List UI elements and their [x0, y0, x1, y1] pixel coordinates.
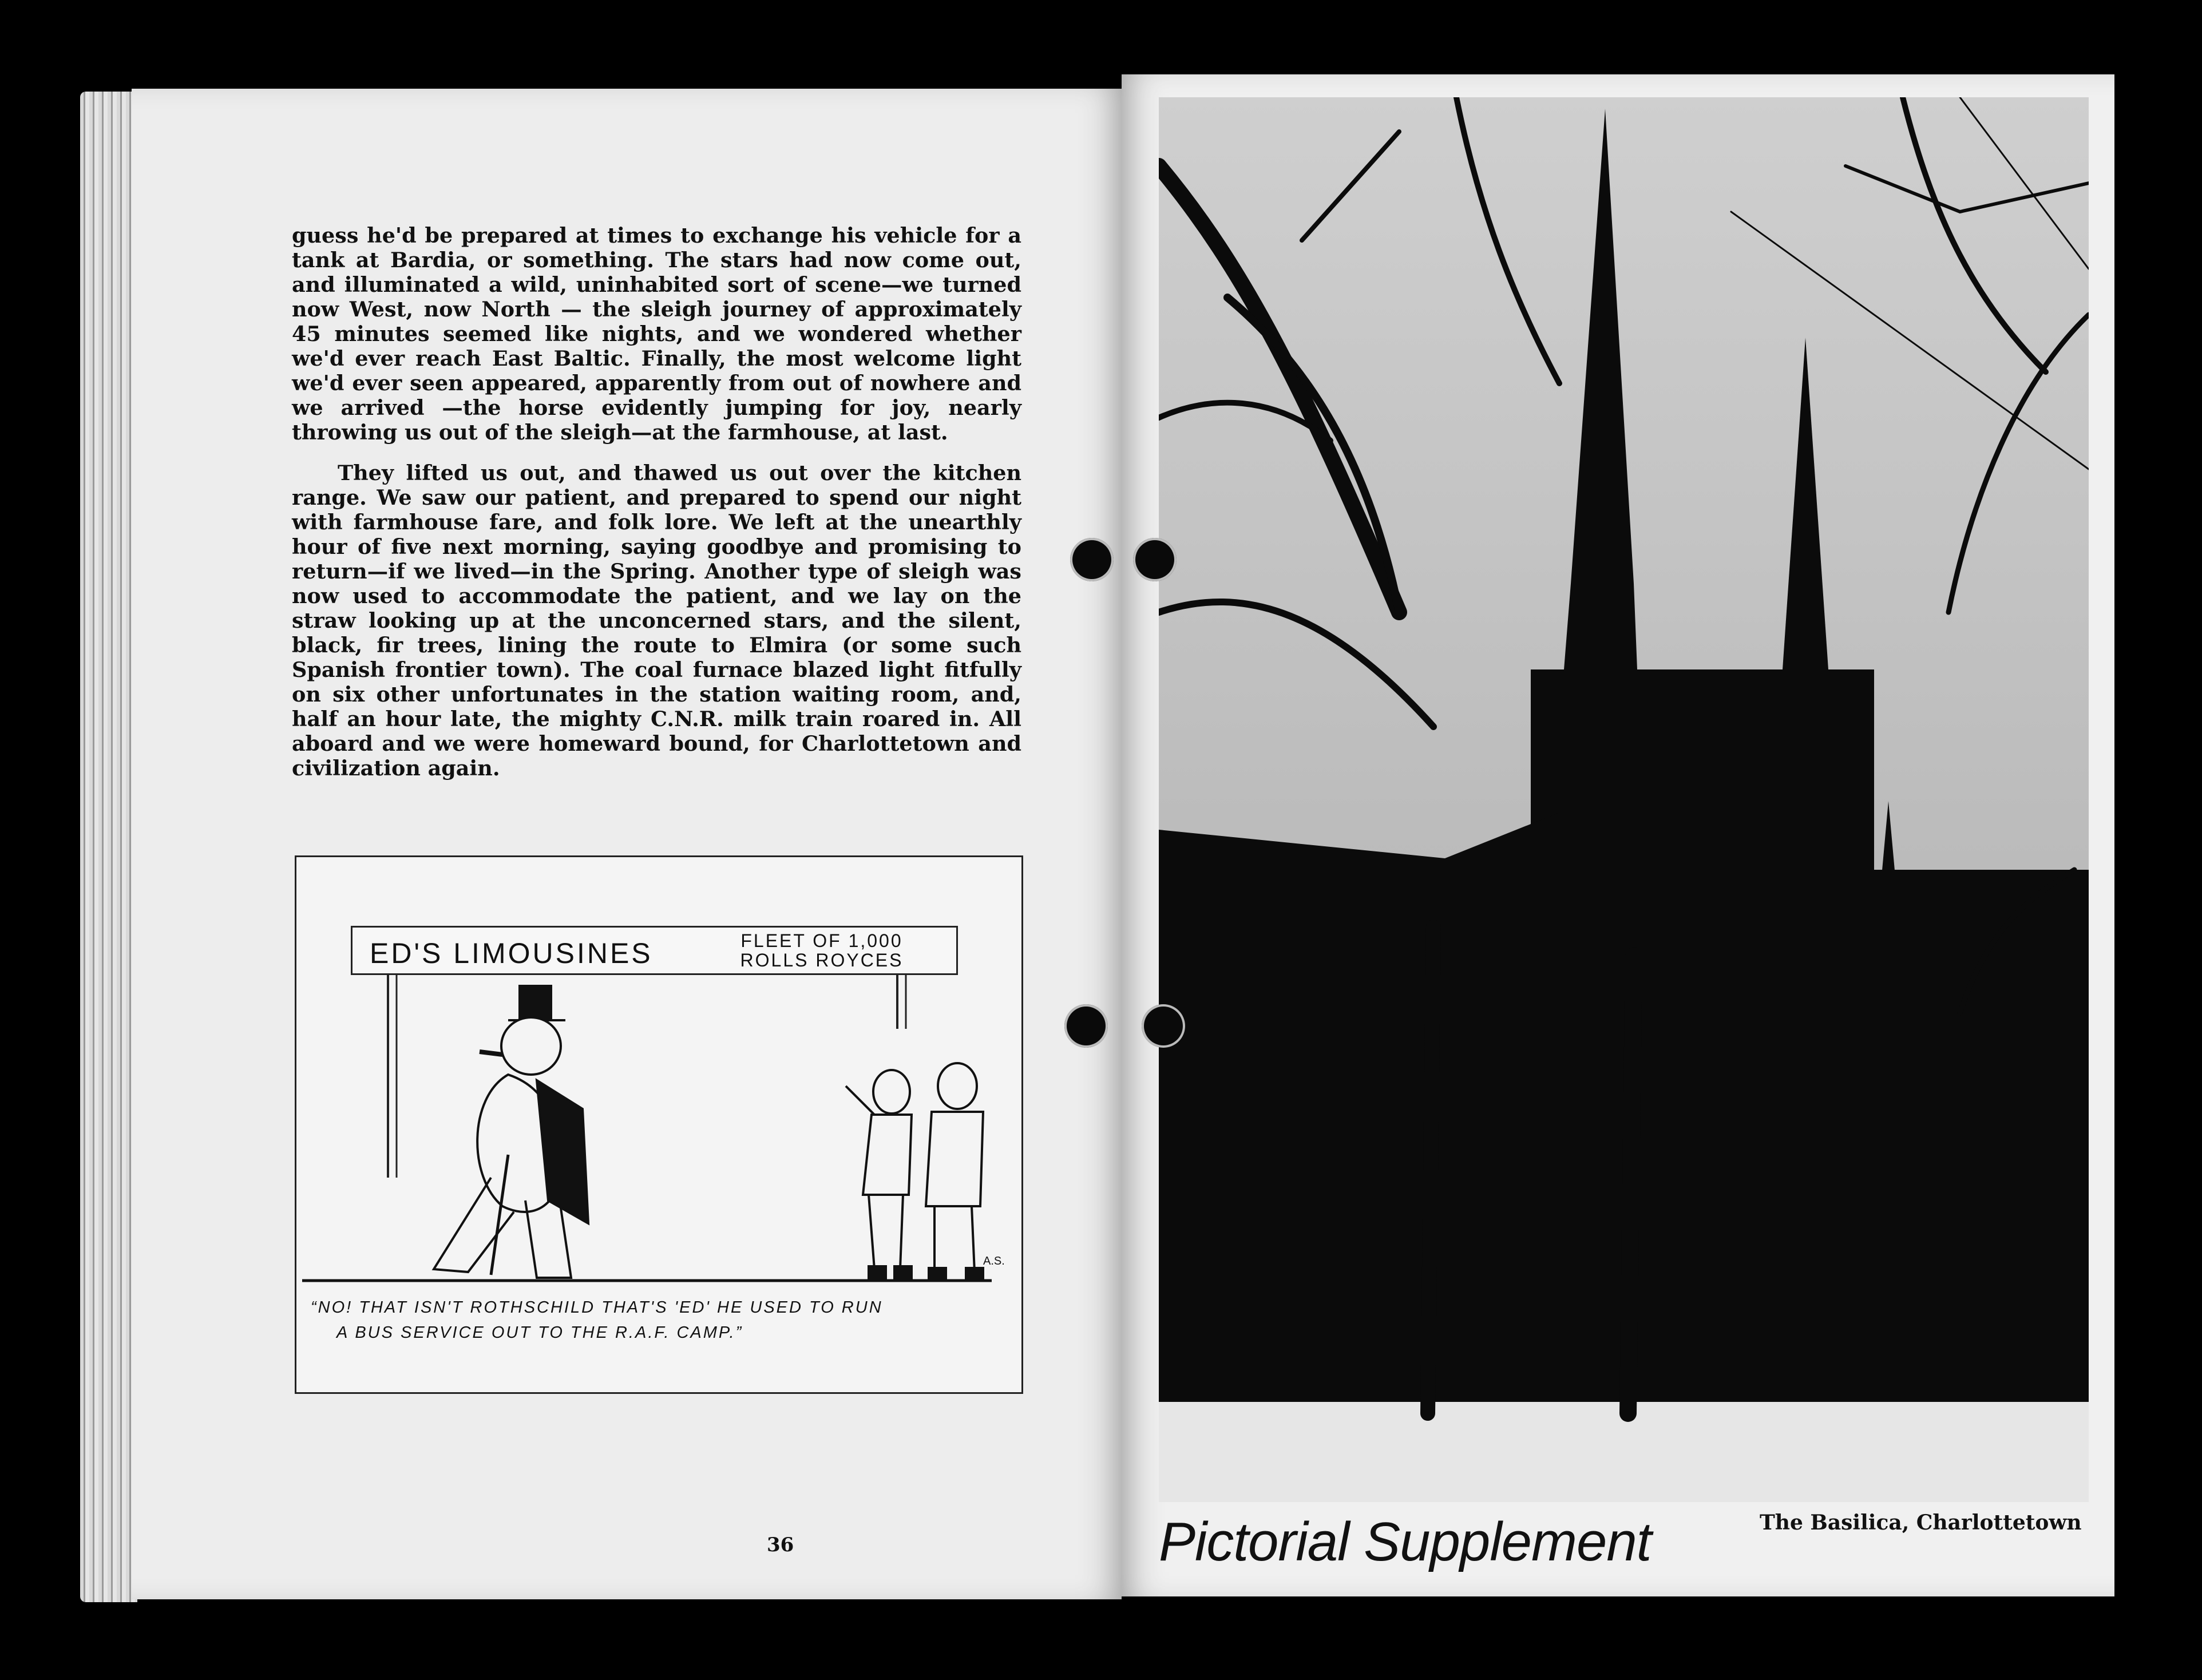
page-number: 36	[767, 1534, 794, 1556]
section-title: Pictorial Supplement	[1159, 1511, 1652, 1572]
basilica-photo	[1159, 97, 2089, 1502]
artist-signature: A.S.	[983, 1255, 1005, 1267]
basilica-photo-drawing	[1159, 97, 2089, 1502]
page-edges	[80, 92, 137, 1602]
rich-man-figure	[434, 986, 588, 1278]
cartoon-caption-line-1: “NO! THAT ISN'T ROTHSCHILD THAT'S 'ED' HE USED TO RUN	[311, 1298, 883, 1317]
binder-hole	[1133, 538, 1177, 581]
paragraph-2: They lifted us out, and thawed us out over the kitchen range. We saw our patient, and prepared to spend our night with farmhouse fare, and folk lore. We left at the unearthly hour of five next morning, saying goodbye and promising to return—if we lived—in the Spring. Another type of sleigh was now used to accommodate the patient, and we lay on the straw looking up at the unconcerned stars, and the silent, black, fir trees, lining the route to Elmira (or some such Spanish frontier town). The coal furnace blazed light fitfully on six other unfortunates in the station waiting room, and, half an hour late, the mighty C.N.R. milk train roared in. All aboard and we were homeward bound, for Charlottetown and civilization again.	[292, 461, 1021, 780]
left-page	[132, 89, 1122, 1599]
cartoon-illustration	[295, 855, 1023, 1394]
limousine-sign	[351, 926, 958, 975]
sign-fleet-line-2: ROLLS ROYCES	[740, 950, 904, 970]
article-text	[292, 223, 1021, 797]
paragraph-1: guess he'd be prepared at times to exchange his vehicle for a tank at Bardia, or something. The stars had now come out, and illuminated a wild, uninhabited sort of scene—we turned now West, now North — the sleigh journey of approximately 45 minutes seemed like nights, and we wondered whether we'd ever reach East Baltic. Finally, the most welcome light we'd ever seen appeared, apparently from out of nowhere and we arrived —the horse evidently jumping for joy, nearly throwing us out of the sleigh—at the farmhouse, at last.	[292, 223, 1021, 445]
sign-main-text: ED'S LIMOUSINES	[370, 937, 653, 969]
binder-hole	[1142, 1004, 1185, 1048]
binder-hole	[1064, 1004, 1108, 1048]
cartoon-caption	[311, 1295, 1015, 1345]
cartoon-caption-line-2: A BUS SERVICE OUT TO THE R.A.F. CAMP.”	[336, 1324, 743, 1342]
sign-fleet-line-1: FLEET OF 1,000	[740, 930, 903, 951]
binder-hole	[1070, 538, 1114, 581]
photo-caption: The Basilica, Charlottetown	[1760, 1511, 2082, 1535]
two-men-figures	[846, 1063, 983, 1279]
sign-fleet-text	[707, 931, 936, 970]
